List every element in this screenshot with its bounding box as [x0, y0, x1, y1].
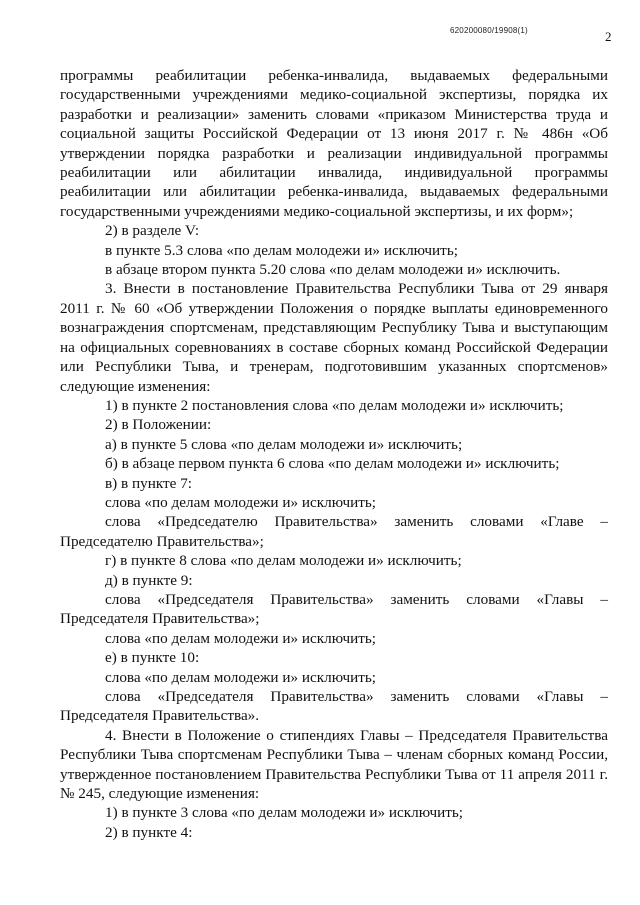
document-body — [60, 66, 608, 842]
paragraph: б) в абзаце первом пункта 6 слова «по делам молодежи и» исключить; — [105, 455, 560, 473]
document-number: 620200080/19908(1) — [450, 26, 528, 35]
page-number: 2 — [605, 29, 612, 44]
paragraph: 2) в разделе V: — [105, 222, 200, 240]
paragraph: в) в пункте 7: — [105, 474, 193, 492]
paragraph: слова «по делам молодежи и» исключить; — [105, 493, 377, 511]
paragraph: программы реабилитации ребенка-инвалида, выдаваемых федеральными государственными учреждениями медико-социальной экспертизы, порядка их разработки и реализации» заменить словами «приказом Министерства труда и социальной защиты Российской Федерации от 13 июня 2017 г. № 486н «Об утверждении порядка разработки и реализации индивидуальной программы реабилитации или абилитации инвалида, индивидуальной программы реабилитации или абилитации ребенка-инвалида, выдаваемых федеральными государственными учреждениями медико-социальной экспертизы, и их форм»; — [60, 67, 608, 220]
paragraph: а) в пункте 5 слова «по делам молодежи и» исключить; — [105, 435, 463, 453]
paragraph: 1) в пункте 3 слова «по делам молодежи и» исключить; — [105, 804, 464, 822]
paragraph: слова «по делам молодежи и» исключить; — [105, 629, 377, 647]
paragraph: д) в пункте 9: — [105, 571, 193, 589]
paragraph: е) в пункте 10: — [105, 649, 200, 667]
paragraph: 1) в пункте 2 постановления слова «по делам молодежи и» исключить; — [105, 396, 564, 414]
paragraph: слова «Председателя Правительства» заменить словами «Главы – Председателя Правительства»; — [60, 590, 608, 628]
paragraph: г) в пункте 8 слова «по делам молодежи и» исключить; — [105, 552, 462, 570]
paragraph: 4. Внести в Положение о стипендиях Главы – Председателя Правительства Республики Тыва спортсменам Республики Тыва – членам сборных команд России, утвержденное постановлением Правительства Республики Тыва от 11 апреля 2011 г. № 245, следующие изменения: — [60, 726, 608, 803]
paragraph: 3. Внести в постановление Правительства Республики Тыва от 29 января 2011 г. № 60 «Об утверждении Положения о порядке выплаты единовременного вознаграждения спортсменам, представляющим Республику Тыва и выступающим на официальных соревнованиях в составе сборных команд Российской Федерации или Республики Тыва, и тренерам, подготовившим указанных спортсменов» следующие изменения: — [60, 280, 608, 395]
paragraph: 2) в пункте 4: — [105, 823, 193, 841]
paragraph: слова «Председателя Правительства» заменить словами «Главы – Председателя Правительства». — [60, 688, 608, 725]
paragraph: в абзаце втором пункта 5.20 слова «по делам молодежи и» исключить. — [105, 261, 561, 279]
paragraph: слова «по делам молодежи и» исключить; — [105, 668, 377, 686]
paragraph: слова «Председателю Правительства» заменить словами «Главе – Председателю Правительства»; — [60, 513, 608, 550]
paragraph: 2) в Положении: — [105, 416, 212, 434]
paragraph: в пункте 5.3 слова «по делам молодежи и» исключить; — [105, 241, 458, 259]
